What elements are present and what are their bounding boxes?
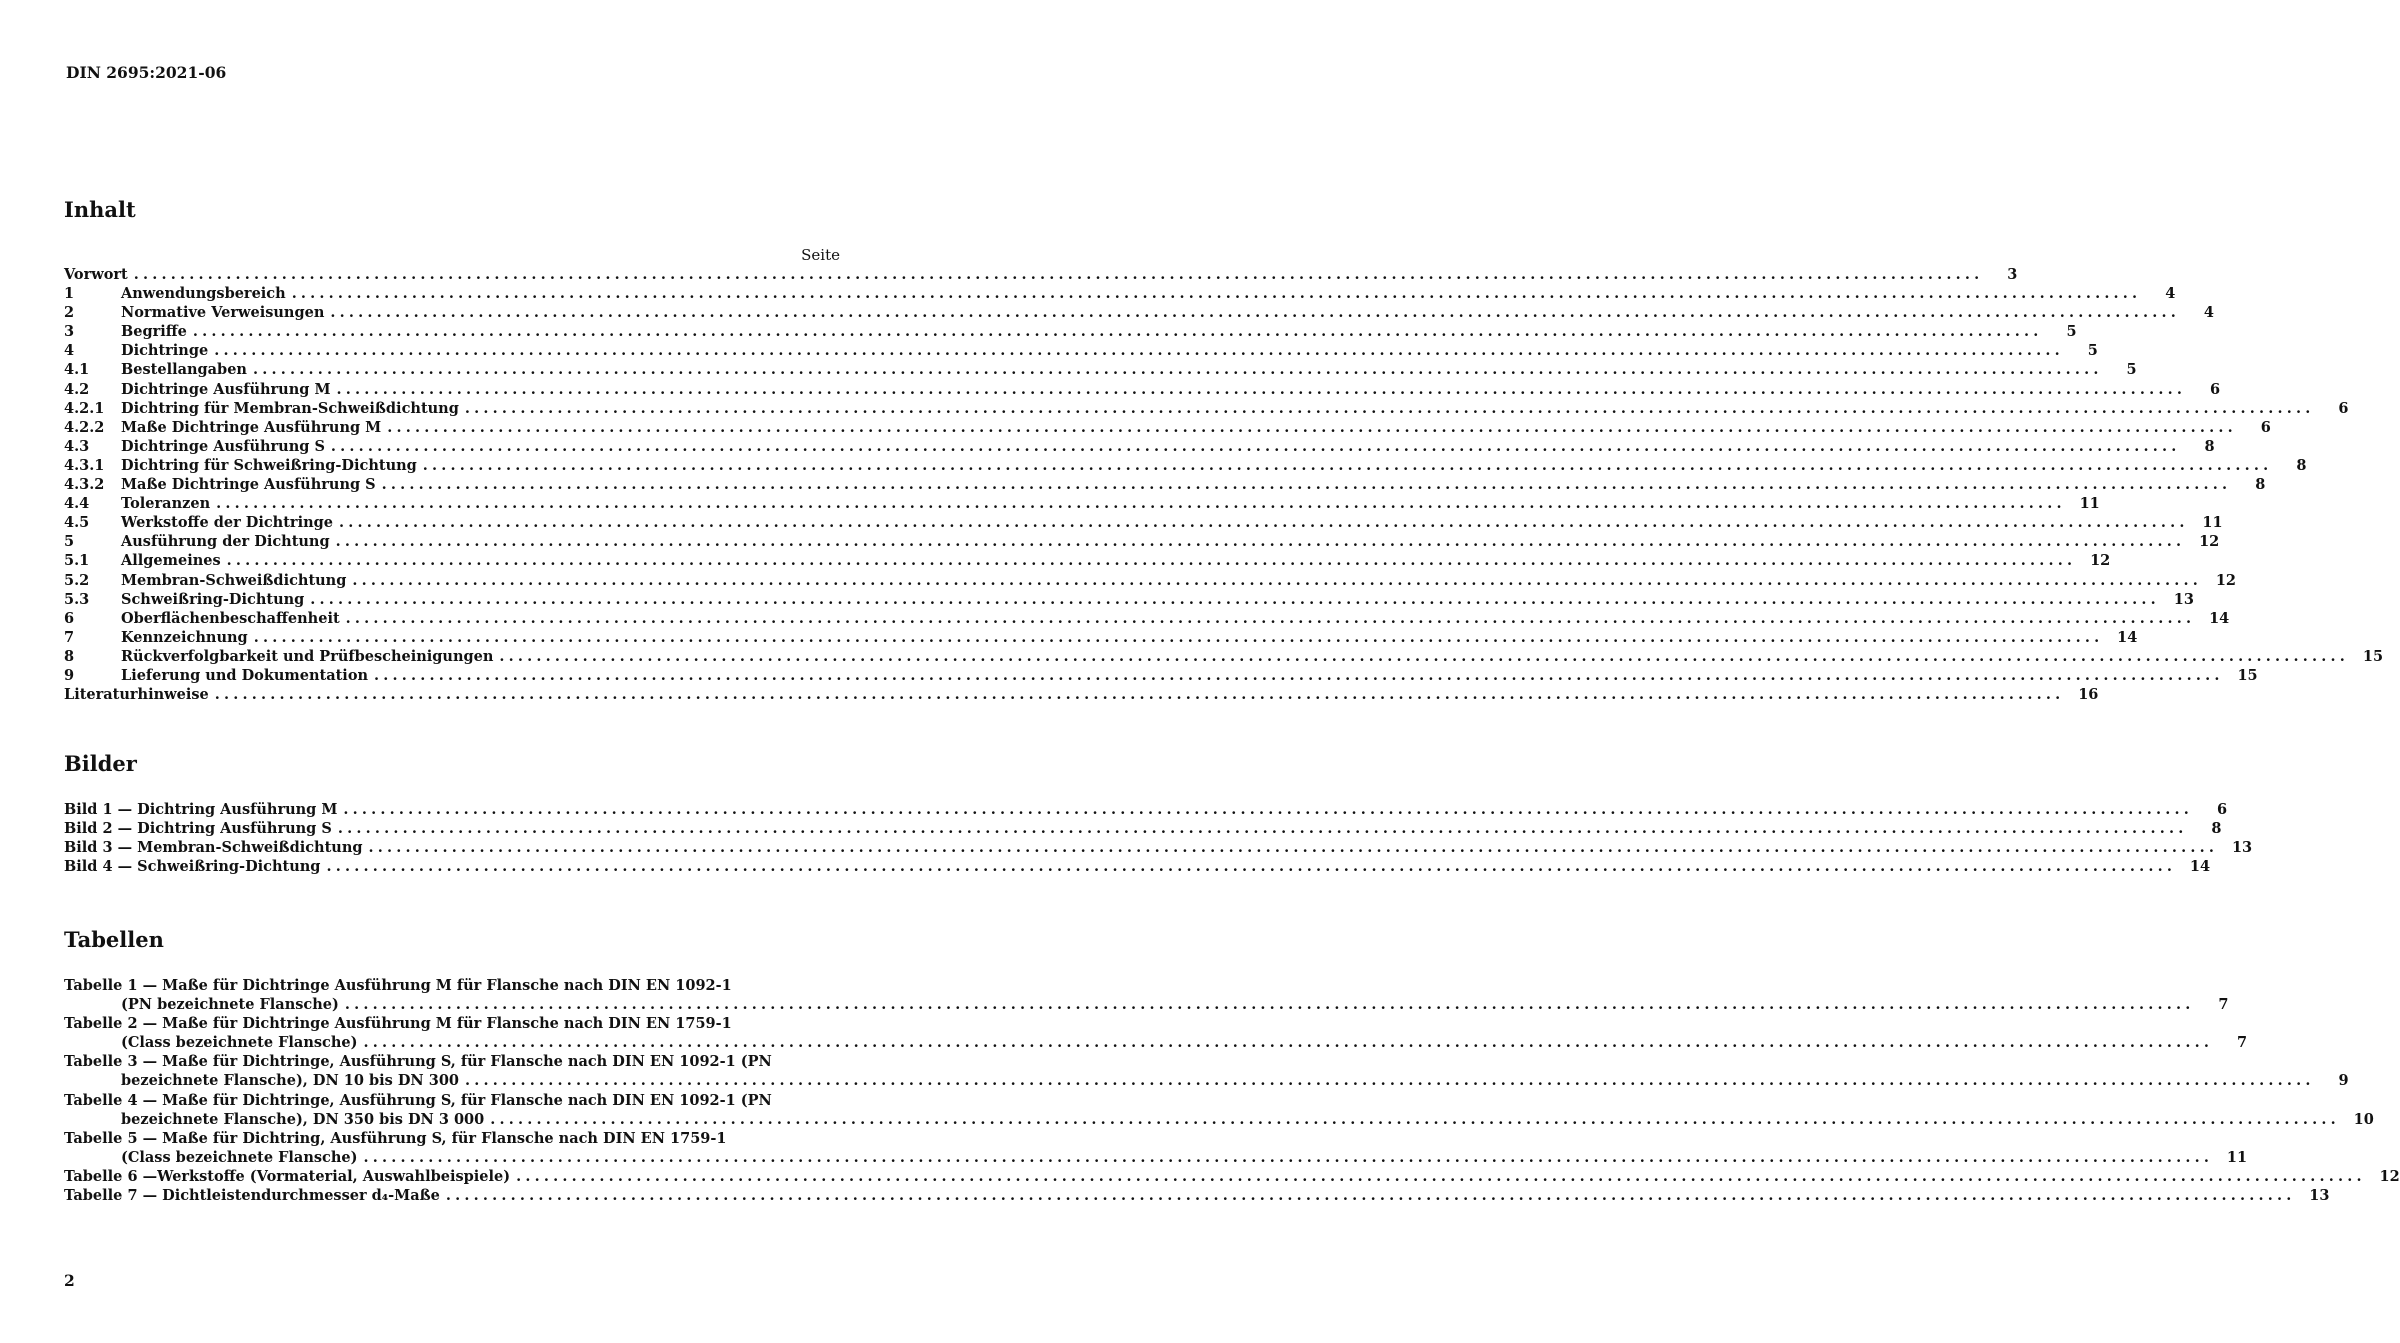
- figure-entry[interactable]: [64, 857, 2211, 876]
- toc-entry[interactable]: [64, 418, 2271, 437]
- toc-entry-title: Dichtringe: [121, 342, 209, 360]
- toc-entry-title: Dichtring für Schweißring-Dichtung: [121, 456, 417, 474]
- toc-entry-page: 15: [2237, 666, 2258, 684]
- toc-entry-page: 12: [2215, 571, 2236, 589]
- toc-entry-number: 9: [64, 666, 75, 684]
- toc-entry-number: 4.2: [64, 380, 90, 398]
- dot-leader: ........................................................................................................................................................................................................: [374, 666, 2224, 684]
- toc-entry[interactable]: [64, 380, 2221, 399]
- dot-leader: ........................................................................................................................................................................................................: [192, 323, 2043, 341]
- page-column-label: Seite: [801, 246, 840, 264]
- table-entry-page: 7: [2237, 1034, 2248, 1052]
- toc-entry-title: Dichtringe Ausführung M: [121, 380, 331, 398]
- toc-entry[interactable]: [64, 265, 2018, 284]
- toc-entry-number: 8: [64, 647, 75, 665]
- toc-entry[interactable]: [64, 551, 2111, 570]
- table-entry-title-line1: Tabelle 5 — Maße für Dichtring, Ausführung S, für Flansche nach DIN EN 1759-1: [64, 1129, 727, 1147]
- toc-entry-title: Lieferung und Dokumentation: [121, 666, 369, 684]
- toc-entry-number: 1: [64, 285, 75, 303]
- toc-entry-number: 2: [64, 304, 75, 322]
- dot-leader: ........................................................................................................................................................................................................: [363, 1034, 2214, 1052]
- figures-list: [64, 800, 2253, 876]
- toc-entry-number: 6: [64, 609, 75, 627]
- toc-entry-title: Ausführung der Dichtung: [121, 533, 330, 551]
- toc-entry-title: Membran-Schweißdichtung: [121, 571, 347, 589]
- toc-entry-page: 8: [2255, 476, 2266, 494]
- figure-entry-page: 13: [2231, 839, 2253, 857]
- toc-entry[interactable]: [64, 590, 2194, 609]
- figure-entry-page: 14: [2189, 858, 2211, 876]
- figure-entry-title: Bild 2 — Dichtring Ausführung S: [64, 820, 332, 838]
- toc-entry-page: 6: [2210, 380, 2221, 398]
- toc-entry-number: 5.3: [64, 590, 90, 608]
- table-entry[interactable]: [64, 1014, 2248, 1052]
- table-entry-page: 10: [2353, 1110, 2374, 1128]
- dot-leader: ........................................................................................................................................................................................................: [490, 1110, 2340, 1128]
- table-entry-title-line2: bezeichnete Flansche), DN 10 bis DN 300: [121, 1072, 460, 1090]
- toc-entry-number: 4.3.1: [64, 456, 105, 474]
- dot-leader: ........................................................................................................................................................................................................: [352, 571, 2202, 589]
- table-entry-title: Tabelle 6 —Werkstoffe (Vormaterial, Auswahlbeispiele): [64, 1167, 511, 1185]
- toc-entry-title: Vorwort: [64, 266, 128, 283]
- toc-entry-page: 12: [2090, 552, 2111, 570]
- table-entry-page: 13: [2309, 1187, 2330, 1205]
- toc-entry-title: Toleranzen: [121, 495, 211, 513]
- table-entry-title-line2: (Class bezeichnete Flansche): [121, 1034, 358, 1052]
- page-number: 2: [64, 1271, 75, 1290]
- toc-entry-title: Maße Dichtringe Ausführung S: [121, 476, 376, 494]
- dot-leader: ........................................................................................................................................................................................................: [310, 590, 2160, 608]
- toc-entry[interactable]: [64, 399, 2349, 418]
- table-entry-page: 7: [2218, 996, 2229, 1014]
- toc-entry-number: 5.1: [64, 552, 90, 570]
- toc-entry-title: Dichtring für Membran-Schweißdichtung: [121, 399, 459, 417]
- figure-entry[interactable]: [64, 800, 2228, 819]
- dot-leader: ........................................................................................................................................................................................................: [226, 552, 2077, 570]
- dot-leader: ........................................................................................................................................................................................................: [499, 647, 2350, 665]
- dot-leader: ........................................................................................................................................................................................................: [214, 686, 2065, 704]
- dot-leader: ........................................................................................................................................................................................................: [343, 801, 2194, 818]
- toc-entry-page: 3: [2007, 266, 2018, 283]
- toc-entry-title: Schweißring-Dichtung: [121, 590, 305, 608]
- figure-entry-page: 6: [2216, 801, 2228, 818]
- toc-entry[interactable]: [64, 609, 2230, 628]
- toc-entry-page: 14: [2209, 609, 2230, 627]
- dot-leader: ........................................................................................................................................................................................................: [216, 495, 2066, 513]
- figure-entry[interactable]: [64, 838, 2253, 857]
- dot-leader: ........................................................................................................................................................................................................: [445, 1187, 2296, 1205]
- dot-leader: ........................................................................................................................................................................................................: [291, 285, 2142, 303]
- toc-entry-number: 5.2: [64, 571, 90, 589]
- figure-entry[interactable]: [64, 819, 2222, 838]
- dot-leader: ........................................................................................................................................................................................................: [253, 628, 2104, 646]
- toc-entry-page: 8: [2204, 437, 2215, 455]
- dot-leader: ........................................................................................................................................................................................................: [422, 456, 2273, 474]
- dot-leader: ........................................................................................................................................................................................................: [338, 514, 2189, 532]
- toc-entry-page: 11: [2202, 514, 2223, 532]
- toc-entry-title: Kennzeichnung: [121, 628, 248, 646]
- toc-entry-number: 4.2.2: [64, 418, 105, 436]
- dot-leader: ........................................................................................................................................................................................................: [330, 304, 2180, 322]
- toc-entry-page: 6: [2338, 399, 2349, 417]
- table-entry-title-line2: (Class bezeichnete Flansche): [121, 1148, 358, 1166]
- tables-heading: Tabellen: [64, 927, 164, 952]
- table-entry-title-line2: (PN bezeichnete Flansche): [121, 996, 339, 1014]
- dot-leader: ........................................................................................................................................................................................................: [337, 820, 2188, 838]
- table-entry-page: 11: [2226, 1148, 2248, 1166]
- figure-entry-page: 8: [2211, 820, 2222, 838]
- toc-entry-number: 4.1: [64, 361, 90, 379]
- toc-entry-page: 5: [2066, 323, 2077, 341]
- toc-entry-title: Normative Verweisungen: [121, 304, 325, 322]
- table-entry-title-line1: Tabelle 3 — Maße für Dichtringe, Ausführung S, für Flansche nach DIN EN 1092-1 (PN: [64, 1053, 772, 1071]
- table-entry[interactable]: [64, 1186, 2330, 1205]
- toc-entry-title: Anwendungsbereich: [121, 285, 286, 303]
- toc-entry[interactable]: [64, 475, 2266, 494]
- dot-leader: ........................................................................................................................................................................................................: [465, 1072, 2315, 1090]
- dot-leader: ........................................................................................................................................................................................................: [368, 839, 2219, 857]
- toc-entry[interactable]: [64, 647, 2384, 666]
- toc-entry-page: 8: [2296, 456, 2307, 474]
- toc-entry-title: Allgemeines: [121, 552, 221, 570]
- toc-entry-title: Dichtringe Ausführung S: [121, 437, 325, 455]
- toc-entry-title: Bestellangaben: [121, 361, 247, 379]
- toc-entry[interactable]: [64, 303, 2214, 322]
- dot-leader: ........................................................................................................................................................................................................: [344, 996, 2195, 1014]
- toc-entry[interactable]: [64, 532, 2220, 551]
- toc-entry[interactable]: [64, 341, 2098, 360]
- dot-leader: ........................................................................................................................................................................................................: [335, 533, 2186, 551]
- toc-entry[interactable]: [64, 494, 2100, 513]
- table-entry[interactable]: [64, 1052, 2349, 1090]
- toc-entry-title: Literaturhinweise: [64, 686, 209, 704]
- dot-leader: ........................................................................................................................................................................................................: [133, 266, 1984, 283]
- table-entry-title-line1: Tabelle 2 — Maße für Dichtringe Ausführung M für Flansche nach DIN EN 1759-1: [64, 1015, 732, 1033]
- dot-leader: ........................................................................................................................................................................................................: [516, 1167, 2366, 1185]
- table-entry[interactable]: [64, 1091, 2374, 1129]
- dot-leader: ........................................................................................................................................................................................................: [387, 418, 2237, 436]
- toc-entry-number: 4: [64, 342, 75, 360]
- toc-entry-number: 3: [64, 323, 75, 341]
- toc-entry-page: 4: [2165, 285, 2176, 303]
- table-entry[interactable]: [64, 976, 2229, 1014]
- table-entry-title-line1: Tabelle 4 — Maße für Dichtringe, Ausführung S, für Flansche nach DIN EN 1092-1 (PN: [64, 1091, 772, 1109]
- contents-list: [64, 265, 2384, 704]
- toc-entry-page: 11: [2079, 495, 2100, 513]
- dot-leader: ........................................................................................................................................................................................................: [252, 361, 2103, 379]
- table-entry-title-line2: bezeichnete Flansche), DN 350 bis DN 3 000: [121, 1110, 485, 1128]
- dot-leader: ........................................................................................................................................................................................................: [363, 1148, 2214, 1166]
- toc-entry-title: Rückverfolgbarkeit und Prüfbescheinigungen: [121, 647, 494, 665]
- toc-entry[interactable]: [64, 666, 2258, 685]
- dot-leader: ........................................................................................................................................................................................................: [381, 476, 2232, 494]
- table-entry-title-line1: Tabelle 1 — Maße für Dichtringe Ausführung M für Flansche nach DIN EN 1092-1: [64, 977, 732, 994]
- toc-entry-page: 16: [2078, 686, 2099, 704]
- toc-entry-number: 4.3.2: [64, 476, 105, 494]
- table-entry[interactable]: [64, 1167, 2400, 1186]
- figures-heading: Bilder: [64, 751, 137, 776]
- toc-entry-number: 4.3: [64, 437, 90, 455]
- figure-entry-title: Bild 1 — Dichtring Ausführung M: [64, 801, 338, 818]
- dot-leader: ........................................................................................................................................................................................................: [336, 380, 2187, 398]
- table-entry-title: Tabelle 7 — Dichtleistendurchmesser d₄-Maße: [64, 1187, 440, 1205]
- tables-list: [64, 976, 2400, 1205]
- figure-entry-title: Bild 4 — Schweißring-Dichtung: [64, 858, 321, 876]
- toc-entry-number: 7: [64, 628, 75, 646]
- toc-entry[interactable]: [64, 437, 2215, 456]
- toc-entry[interactable]: [64, 571, 2236, 590]
- toc-entry-page: 4: [2203, 304, 2214, 322]
- dot-leader: ........................................................................................................................................................................................................: [345, 609, 2196, 627]
- toc-entry-title: Maße Dichtringe Ausführung M: [121, 418, 382, 436]
- dot-leader: ........................................................................................................................................................................................................: [330, 437, 2181, 455]
- dot-leader: ........................................................................................................................................................................................................: [464, 399, 2315, 417]
- document-identifier: DIN 2695:2021-06: [66, 63, 227, 82]
- toc-entry-page: 5: [2087, 342, 2098, 360]
- toc-entry-title: Werkstoffe der Dichtringe: [121, 514, 333, 532]
- contents-heading: Inhalt: [64, 197, 136, 222]
- toc-entry-number: 4.5: [64, 514, 90, 532]
- toc-entry-number: 4.2.1: [64, 399, 105, 417]
- toc-entry-title: Begriffe: [121, 323, 187, 341]
- toc-entry-title: Oberflächenbeschaffenheit: [121, 609, 340, 627]
- toc-entry[interactable]: [64, 284, 2176, 303]
- toc-entry-page: 12: [2199, 533, 2220, 551]
- toc-entry[interactable]: [64, 513, 2223, 532]
- toc-entry[interactable]: [64, 456, 2307, 475]
- toc-entry-page: 13: [2173, 590, 2194, 608]
- toc-entry-number: 5: [64, 533, 75, 551]
- toc-entry-page: 14: [2117, 628, 2138, 646]
- dot-leader: ........................................................................................................................................................................................................: [326, 858, 2177, 876]
- table-entry-page: 12: [2379, 1167, 2400, 1185]
- table-entry[interactable]: [64, 1129, 2248, 1167]
- dot-leader: ........................................................................................................................................................................................................: [214, 342, 2064, 360]
- toc-entry[interactable]: [64, 360, 2137, 379]
- toc-entry-number: 4.4: [64, 495, 90, 513]
- toc-entry[interactable]: [64, 322, 2077, 341]
- toc-entry[interactable]: [64, 628, 2138, 647]
- toc-entry-page: 15: [2362, 647, 2384, 665]
- table-entry-page: 9: [2338, 1072, 2349, 1090]
- figure-entry-title: Bild 3 — Membran-Schweißdichtung: [64, 839, 363, 857]
- toc-entry-page: 6: [2260, 418, 2271, 436]
- toc-entry[interactable]: [64, 685, 2099, 704]
- toc-entry-page: 5: [2126, 361, 2137, 379]
